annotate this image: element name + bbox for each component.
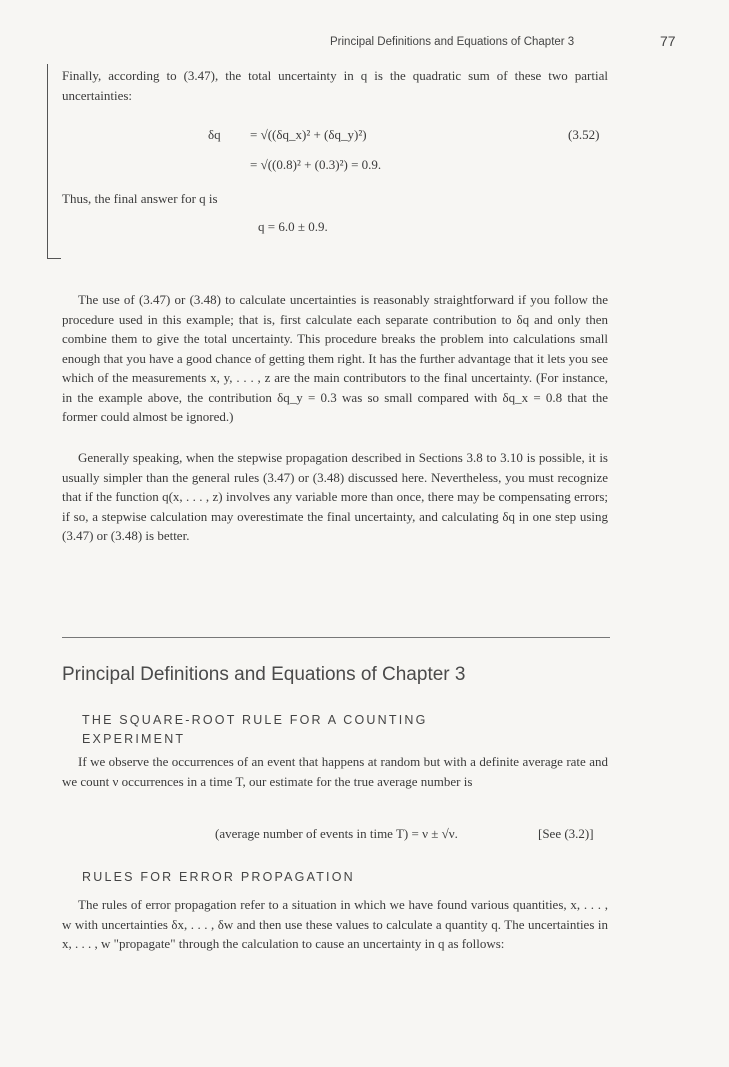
paragraph-compensating-errors-text: Generally speaking, when the stepwise propagation described in Sections 3.8 to 3.10 is possible, it is usually simpler than the general rules (3.47) or (3.48) discussed here. Nevertheless, you must recognize that if the function q(x, . . . , z) involves any variable more than once, there may be compensating errors; if so, a stepwise calculation may overestimate the final uncertainty, and calculating δq in one step using (3.47) or (3.48) is better. bbox=[62, 450, 608, 543]
counting-experiment-text-body: If we observe the occurrences of an event that happens at random but with a definite average rate and we count ν occurrences in a time T, our estimate for the true average number is bbox=[62, 754, 608, 789]
equation-reference: [See (3.2)] bbox=[538, 826, 594, 841]
section-divider bbox=[62, 637, 610, 638]
eq-number-3-52: (3.52) bbox=[568, 127, 600, 142]
error-propagation-text bbox=[62, 895, 608, 954]
subheading-square-root-rule: THE SQUARE-ROOT RULE FOR A COUNTING EXPERIMENT bbox=[82, 713, 428, 746]
final-answer-equation: q = 6.0 ± 0.9. bbox=[258, 219, 328, 234]
page-number: 77 bbox=[660, 33, 676, 49]
square-root-rule-equation: (average number of events in time T) = ν ± √ν. bbox=[215, 826, 458, 841]
error-propagation-text-body: The rules of error propagation refer to a situation in which we have found various quantities, x, . . . , w with uncertainties δx, . . . , δw and then use these values to calculate a quantity q. The uncertainties in x, . . . , w "propagate" through the calculation to cause an uncertainty in q as follows: bbox=[62, 897, 608, 951]
example-margin-bar bbox=[47, 64, 48, 259]
subheading-error-propagation: RULES FOR ERROR PROPAGATION bbox=[82, 870, 355, 884]
eq-3-52-line2: = √((0.8)² + (0.3)²) = 0.9. bbox=[250, 157, 382, 172]
running-head: Principal Definitions and Equations of Chapter 3 bbox=[330, 36, 575, 48]
example-margin-foot bbox=[47, 258, 61, 259]
paragraph-stepwise-procedure bbox=[62, 290, 608, 427]
eq-lhs: δq bbox=[208, 127, 221, 142]
final-answer-text: Thus, the final answer for q is bbox=[62, 191, 218, 206]
example-intro: Finally, according to (3.47), the total uncertainty in q is the quadratic sum of these two partial uncertainties: bbox=[62, 68, 608, 103]
paragraph-compensating-errors bbox=[62, 448, 608, 546]
paragraph-stepwise-procedure-text: The use of (3.47) or (3.48) to calculate uncertainties is reasonably straightforward if you follow the procedure used in this example; that is, first calculate each separate contribution to δq and only then combine them to give the total uncertainty. This procedure breaks the problem into calculations small enough that you have a good chance of getting them right. It has the further advantage that it lets you see which of the measurements x, y, . . . , z are the main contributors to the final uncertainty. (For instance, in the example above, the contribution δq_y = 0.3 was so small compared with δq_x = 0.8 that the former could almost be ignored.) bbox=[62, 292, 608, 424]
section-title: Principal Definitions and Equations of Chapter 3 bbox=[62, 664, 466, 685]
counting-experiment-text bbox=[62, 752, 608, 791]
eq-3-52-line1: = √((δq_x)² + (δq_y)²) bbox=[250, 127, 367, 142]
